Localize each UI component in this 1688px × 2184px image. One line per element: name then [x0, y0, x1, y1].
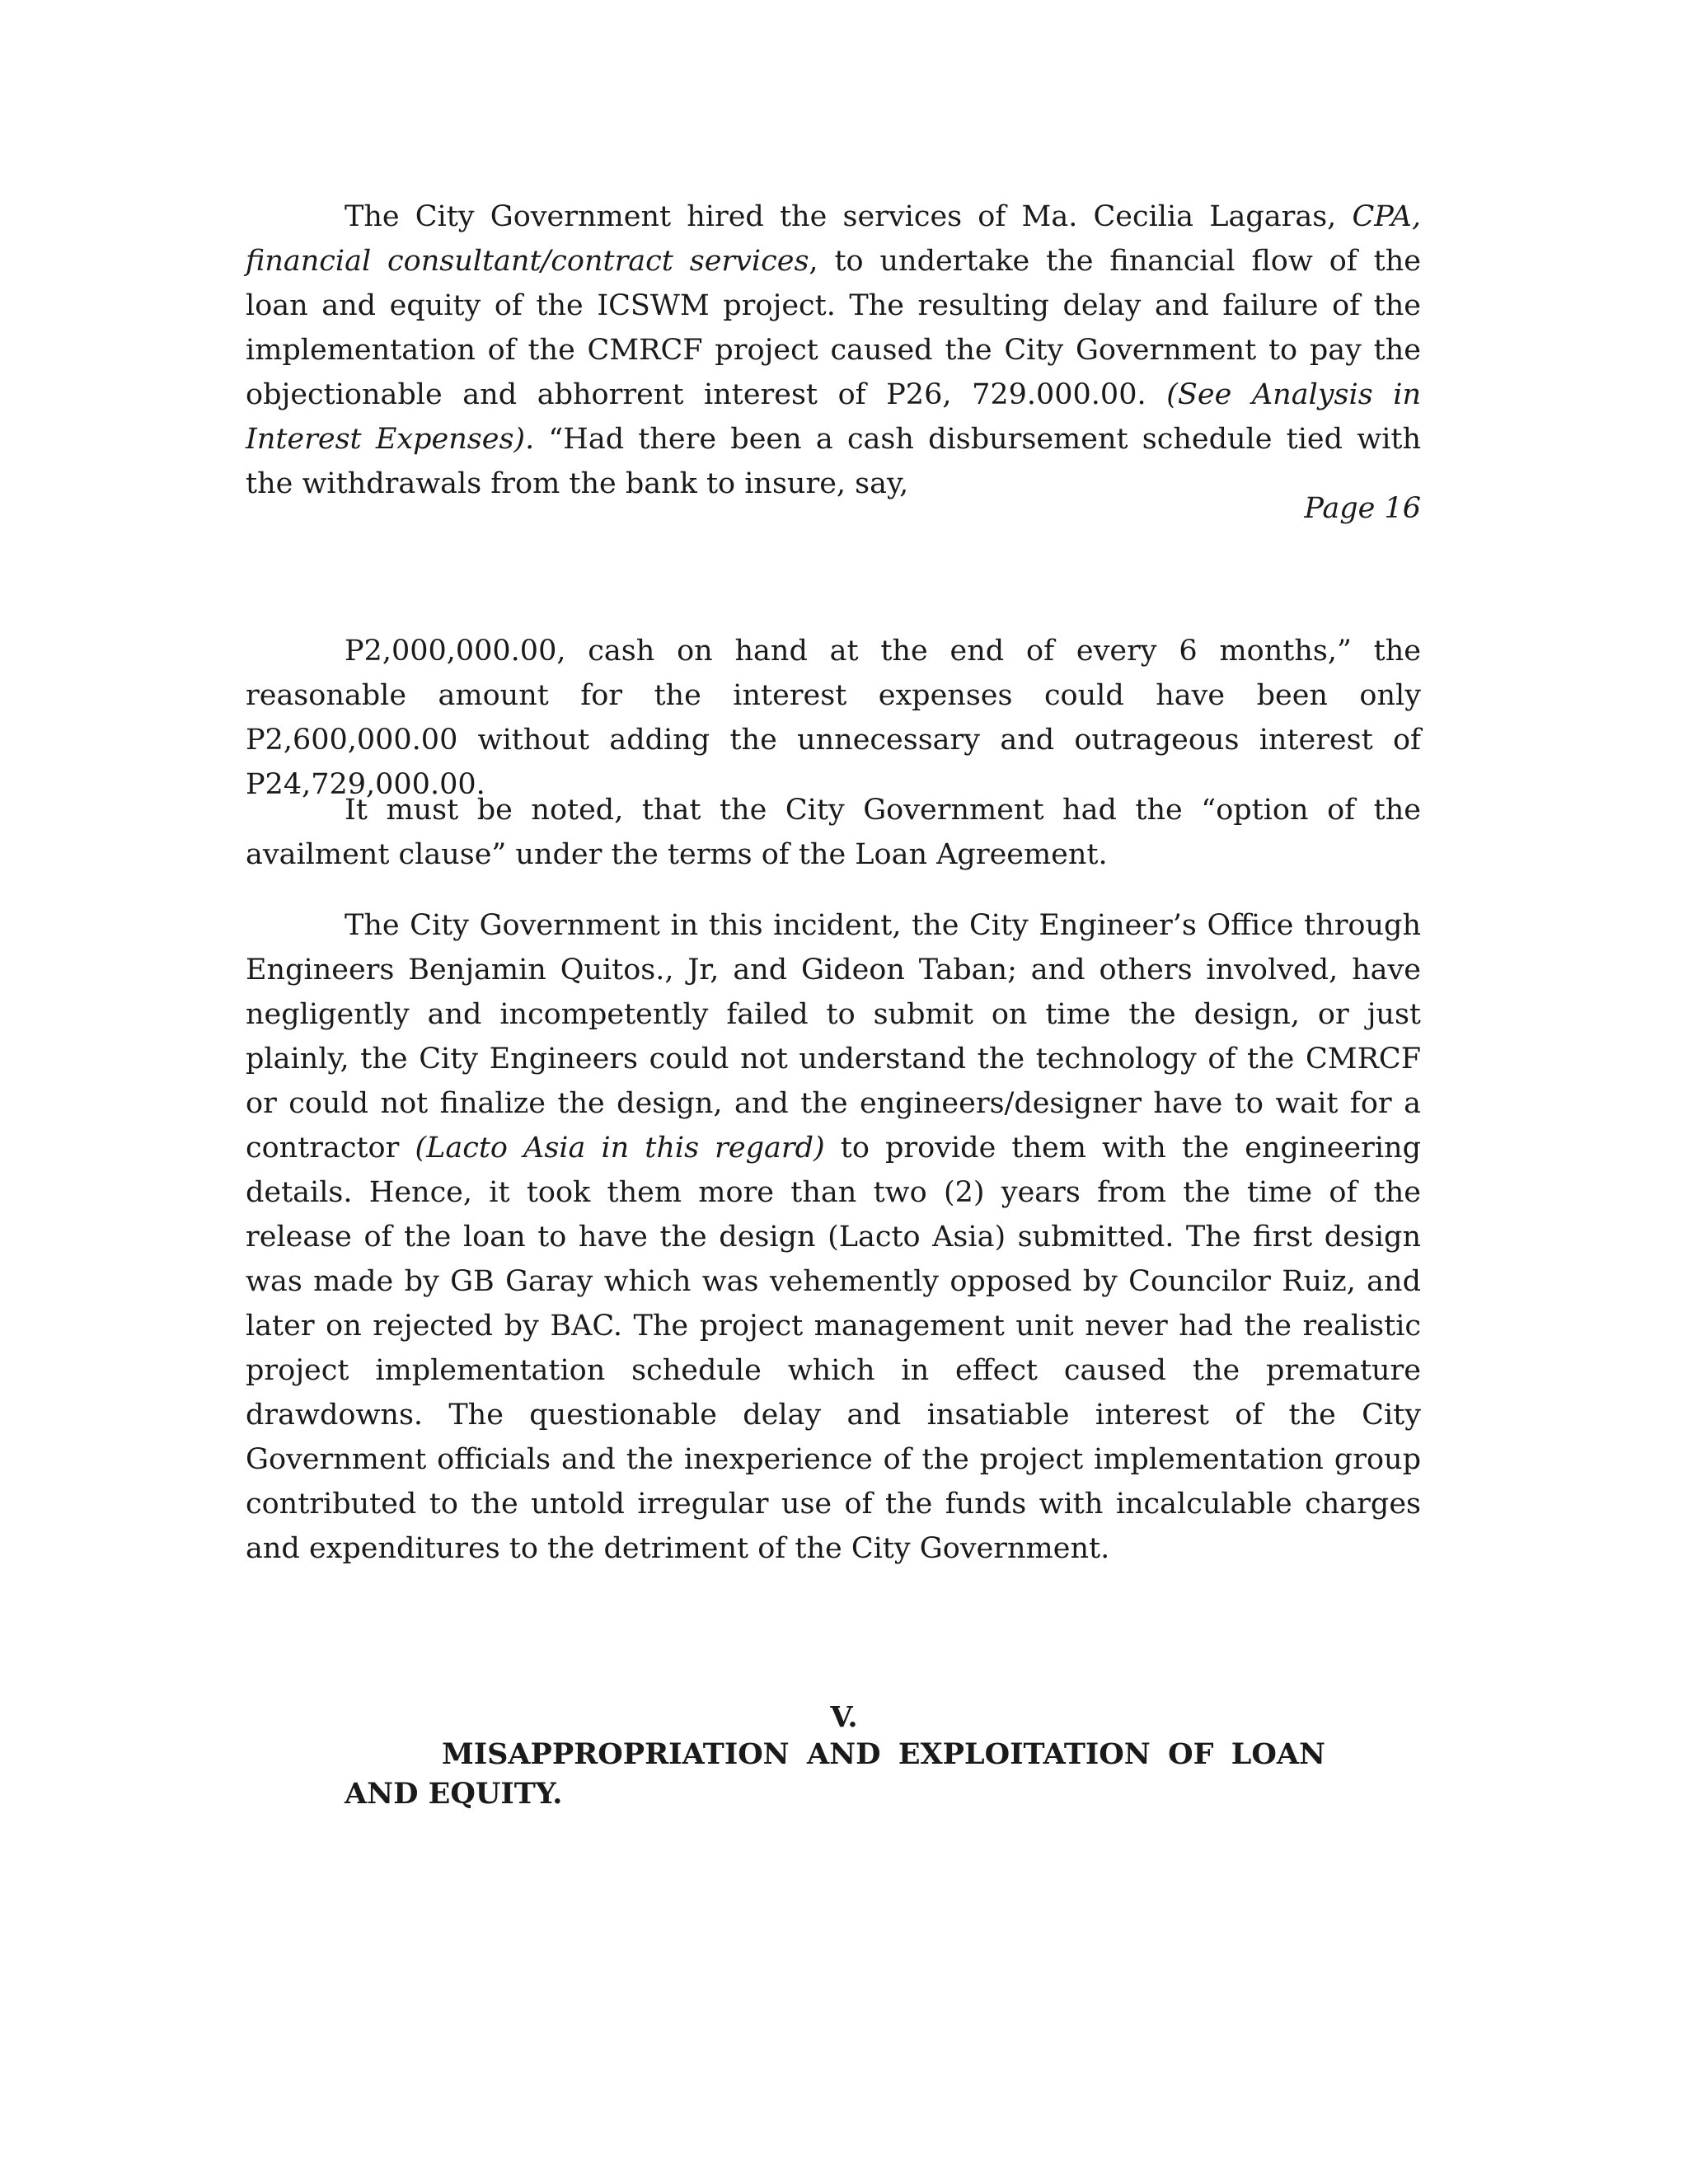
italic-text: (Lacto Asia in this regard)	[415, 1132, 825, 1165]
paragraph-cash-on-hand: P2,000,000.00, cash on hand at the end of every 6 months,” the reasonable amount for the interest expenses could have been only P2,600,000.00 without adding the unnecessary and outrageous interest of P24,729,000.00.	[246, 635, 1421, 801]
page-number: Page 16	[1304, 492, 1421, 525]
paragraph-city-engineers	[246, 903, 1421, 1571]
paragraph-text: , to undertake the financial flow of the loan and equity of the ICSWM project. The resulting delay and failure of the implementation of the CMRCF project caused the City Government to pay the objectionable and abhorrent interest of P26, 729.000.00.	[246, 245, 1421, 411]
paragraph-text: The City Government hired the services of Ma. Cecilia Lagaras,	[345, 200, 1353, 233]
paragraph-text: to provide them with the engineering details. Hence, it took them more than two (2) years from the time of the release of the loan to have the design (Lacto Asia) submitted. The first design was made by GB Garay which was vehemently opposed by Councilor Ruiz, and later on rejected by BAC. The project management unit never had the realistic project implementation schedule which in effect caused the premature drawdowns. The questionable delay and insatiable interest of the City Government officials and the inexperience of the project implementation group contributed to the untold irregular use of the funds with incalculable charges and expenditures to the detriment of the City Government.	[246, 1132, 1421, 1565]
section-number: V.	[830, 1700, 858, 1734]
italic-text: CPA, financial consultant/contract services	[246, 200, 1421, 278]
paragraph-text: The City Government in this incident, the City Engineer’s Office through Engineers Benjamin Quitos., Jr, and Gideon Taban; and others involved, have negligently and incompetently failed to submit on time the design, or just plainly, the City Engineers could not understand the technology of the CMRCF or could not finalize the design, and the engineers/designer have to wait for a contractor	[246, 909, 1421, 1165]
section-title: MISAPPROPRIATION AND EXPLOITATION OF LOAN AND EQUITY.	[345, 1737, 1325, 1811]
paragraph-lagaras	[246, 194, 1421, 506]
paragraph-text: “Had there been a cash disbursement schedule tied with the withdrawals from the bank to insure, say,	[246, 423, 1422, 500]
paragraph-availment-clause: It must be noted, that the City Government had the “option of the availment clause” under the terms of the Loan Agreement.	[246, 794, 1421, 871]
italic-text: (See Analysis in Interest Expenses).	[246, 378, 1422, 456]
